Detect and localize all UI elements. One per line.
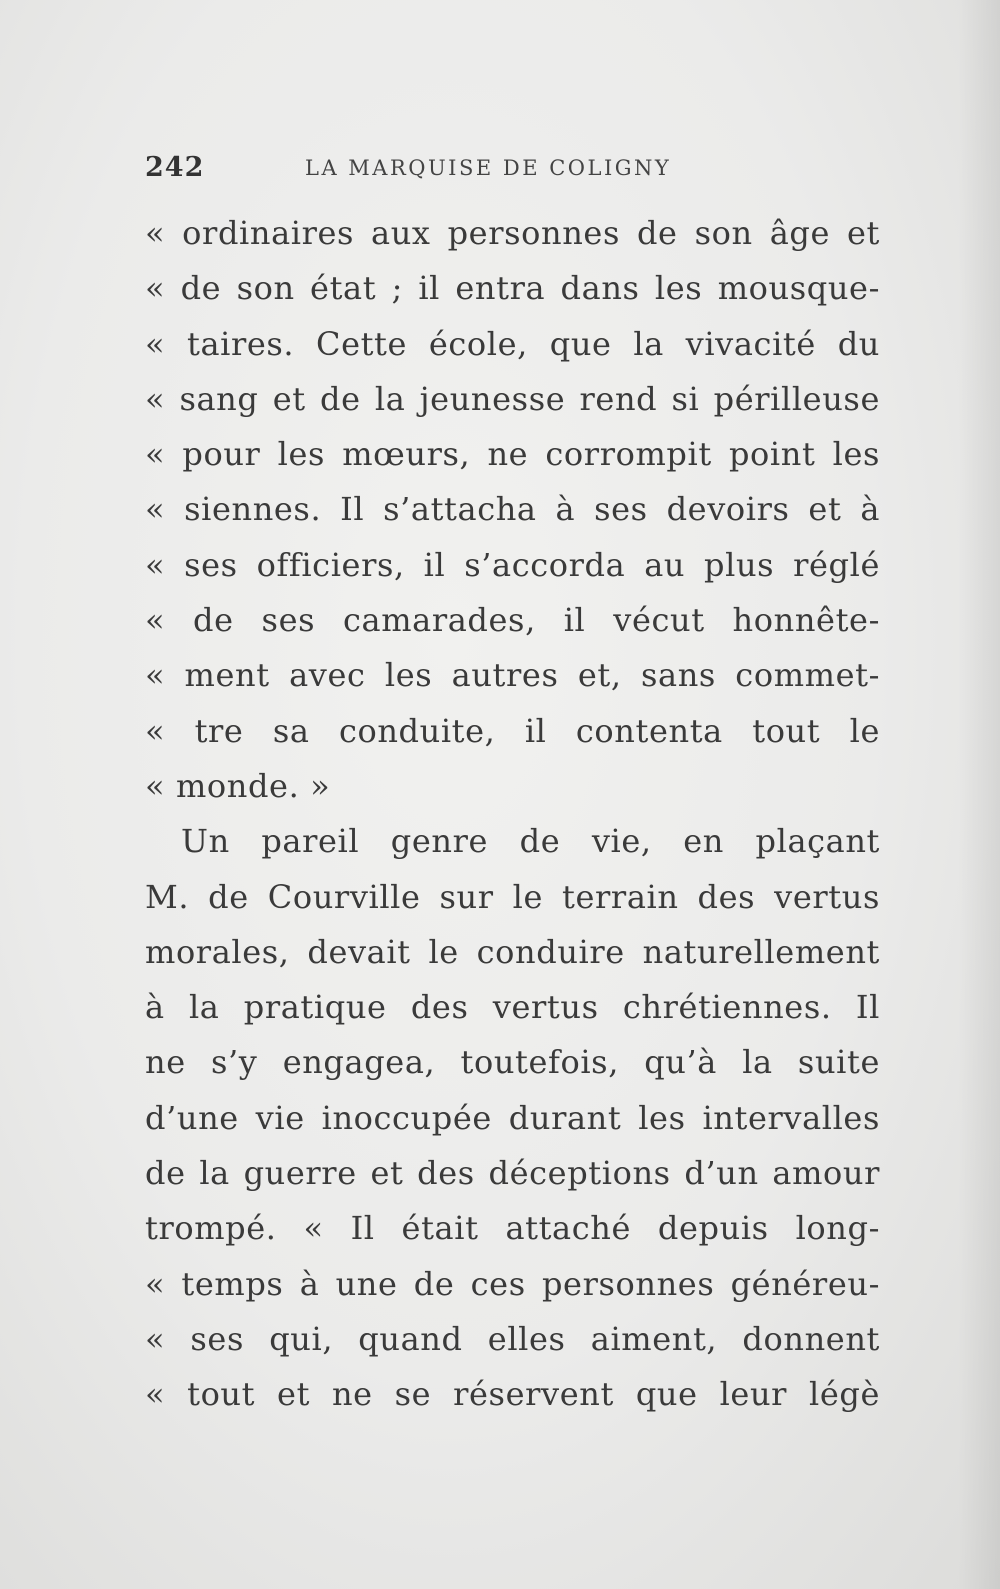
text-line: « de ses camarades, il vécut honnête- (145, 601, 880, 640)
text-line: d’une vie inoccupée durant les intervalles (145, 1098, 880, 1137)
text-line: ne s’y engagea, toutefois, qu’à la suite (145, 1043, 880, 1082)
text-line: « sang et de la jeunesse rend si périlleuse (145, 379, 880, 418)
body-text (145, 206, 880, 1423)
text-line: « ordinaires aux personnes de son âge et (145, 214, 880, 252)
text-line: « de son état ; il entra dans les mousque- (145, 269, 880, 308)
page-edge-shadow (958, 0, 1000, 1589)
page-number: 242 (145, 152, 205, 183)
text-line: « temps à une de ces personnes généreu- (145, 1264, 880, 1303)
text-line: « siennes. Il s’attacha à ses devoirs et à (145, 490, 880, 529)
text-line: à la pratique des vertus chrétiennes. Il (145, 988, 880, 1027)
running-title: LA MARQUISE DE COLIGNY (305, 156, 672, 180)
paragraph-start-line: Un pareil genre de vie, en plaçant (181, 822, 880, 861)
text-line: M. de Courville sur le terrain des vertus (145, 877, 880, 916)
running-head (145, 150, 875, 190)
text-line: morales, devait le conduire naturellement (145, 932, 880, 971)
text-line: « taires. Cette école, que la vivacité du (145, 324, 880, 363)
text-line: « pour les mœurs, ne corrompit point les (145, 435, 880, 474)
text-line: « ment avec les autres et, sans commet- (145, 656, 880, 695)
text-line: « ses officiers, il s’accorda au plus réglé (145, 545, 880, 584)
text-line: « tout et ne se réservent que leur légè (145, 1375, 880, 1414)
text-line: de la guerre et des déceptions d’un amour (145, 1154, 880, 1193)
text-line: trompé. « Il était attaché depuis long- (145, 1209, 880, 1248)
text-line: « monde. » (145, 766, 331, 805)
text-line: « ses qui, quand elles aiment, donnent (145, 1319, 880, 1358)
text-line: « tre sa conduite, il contenta tout le (145, 711, 880, 750)
